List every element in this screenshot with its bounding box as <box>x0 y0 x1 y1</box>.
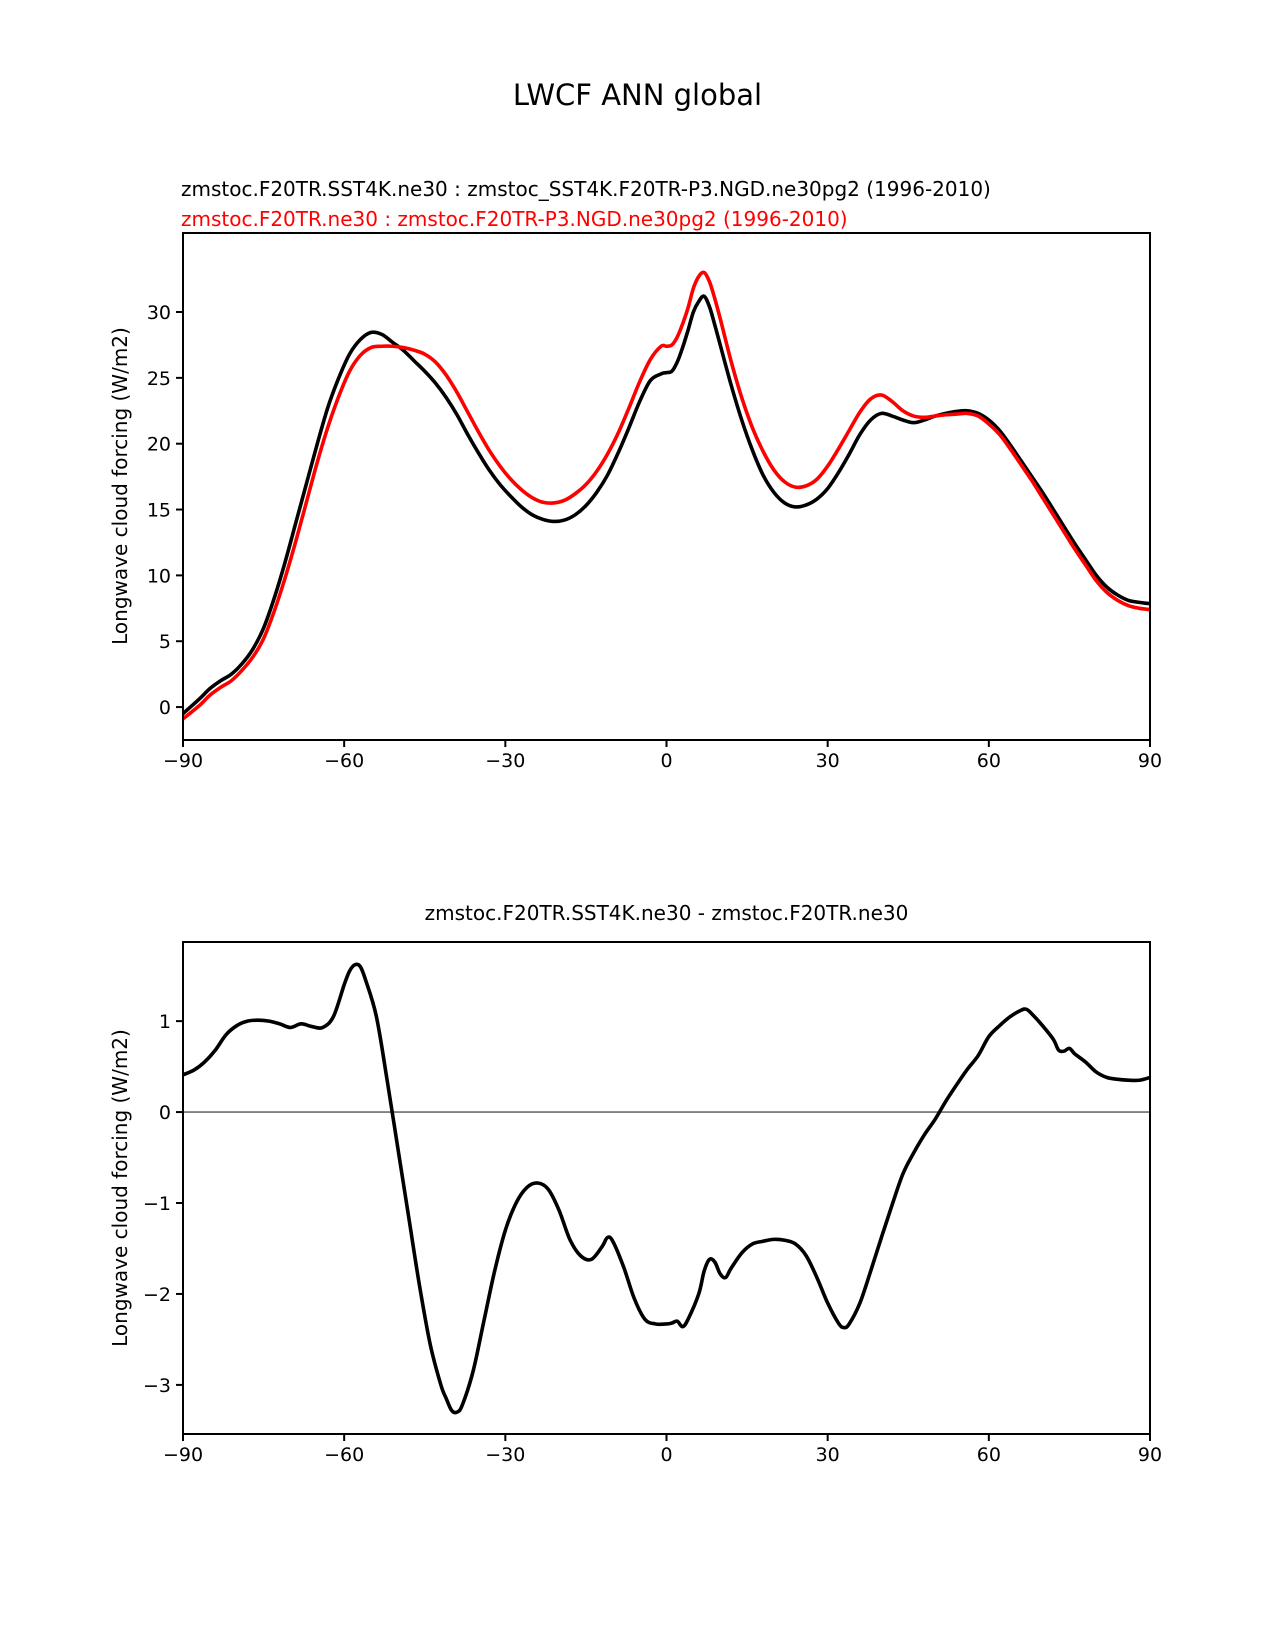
y-tick-label: 5 <box>158 631 171 654</box>
figure-title: LWCF ANN global <box>512 78 763 112</box>
bottom-chart-curve-0 <box>183 964 1150 1412</box>
top-chart-ylabel: Longwave cloud forcing (W/m2) <box>108 327 132 645</box>
y-tick-label: 1 <box>158 1011 171 1034</box>
y-tick-label: 0 <box>158 697 171 720</box>
x-tick-label: −60 <box>324 1444 365 1466</box>
y-tick-label: −3 <box>142 1374 171 1397</box>
x-tick-label: −30 <box>485 1444 526 1466</box>
bottom-chart-yticks <box>143 1011 183 1397</box>
y-tick-label: 25 <box>146 367 171 390</box>
top-chart-axes-box <box>183 233 1150 740</box>
x-tick-label: −90 <box>162 750 204 772</box>
legend-entry-black: zmstoc.F20TR.SST4K.ne30 : zmstoc_SST4K.F20TR-P3.NGD.ne30pg2 (1996-2010) <box>181 177 991 201</box>
y-tick-label: 10 <box>146 565 171 588</box>
bottom-chart-series <box>183 964 1150 1412</box>
bottom-chart-ylabel: Longwave cloud forcing (W/m2) <box>108 1029 132 1347</box>
top-chart-curve-1 <box>183 272 1150 719</box>
x-tick-label: 60 <box>976 750 1001 772</box>
y-tick-label: 20 <box>146 433 171 456</box>
y-tick-label: −2 <box>142 1283 171 1306</box>
legend-entry-red: zmstoc.F20TR.ne30 : zmstoc.F20TR-P3.NGD.ne30pg2 (1996-2010) <box>181 207 848 231</box>
y-tick-label: −1 <box>142 1193 171 1216</box>
bottom-chart-axes-box <box>183 942 1150 1434</box>
x-tick-label: 90 <box>1137 750 1163 772</box>
x-tick-label: 60 <box>976 1444 1001 1466</box>
x-tick-label: 0 <box>660 1444 673 1466</box>
top-chart <box>147 233 1162 772</box>
y-tick-label: 0 <box>158 1102 171 1125</box>
x-tick-label: 0 <box>660 750 673 772</box>
y-tick-label: 30 <box>146 302 171 325</box>
bottom-chart <box>143 942 1162 1466</box>
x-tick-label: 30 <box>815 1444 840 1466</box>
top-chart-curve-0 <box>183 296 1150 714</box>
x-tick-label: −60 <box>324 750 365 772</box>
y-tick-label: 15 <box>146 499 171 522</box>
x-tick-label: −30 <box>485 750 526 772</box>
top-chart-xticks <box>163 740 1162 772</box>
x-tick-label: 30 <box>815 750 840 772</box>
top-chart-yticks <box>147 302 183 719</box>
bottom-chart-title: zmstoc.F20TR.SST4K.ne30 - zmstoc.F20TR.ne30 <box>424 901 909 925</box>
x-tick-label: 90 <box>1137 1444 1163 1466</box>
bottom-chart-xticks <box>163 1434 1162 1466</box>
top-chart-series <box>183 272 1150 719</box>
x-tick-label: −90 <box>162 1444 204 1466</box>
